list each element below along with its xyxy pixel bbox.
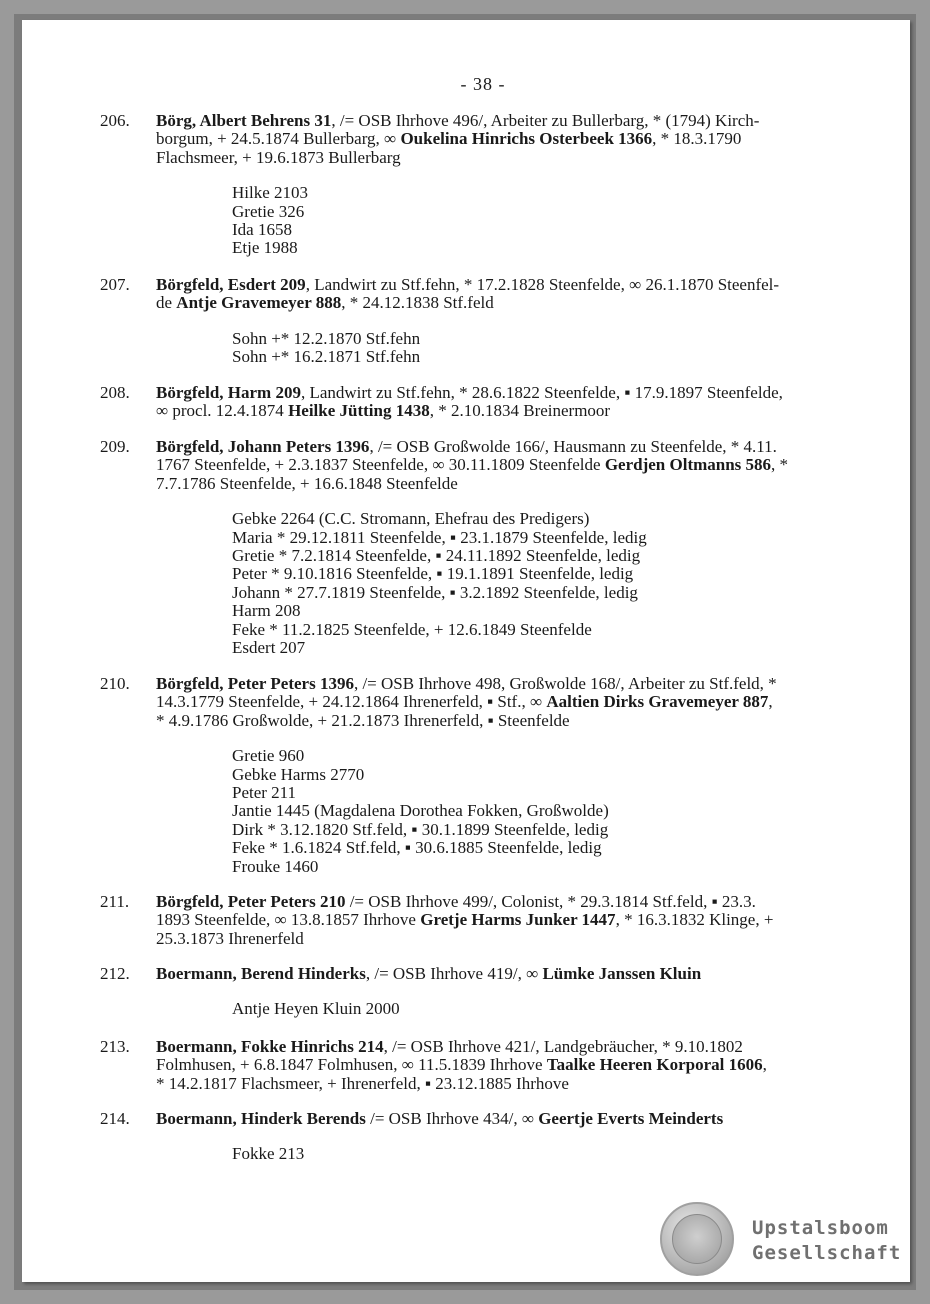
child: Gretie 326 [232, 201, 305, 221]
entry-208 [100, 384, 870, 421]
logo-line-2: Gesellschaft [752, 1242, 902, 1264]
child: Harm 208 [232, 601, 301, 621]
entry-number: 214. [100, 1109, 130, 1128]
child: Gebke Harms 2770 [232, 764, 365, 784]
entry-206 [100, 112, 870, 258]
entry-213 [100, 1038, 870, 1093]
spouse-name: Gerdjen Oltmanns 586 [604, 455, 772, 475]
entry-text: /= OSB Ihrhove 499/, Colonist, * 29.3.1814 Stf.feld, ▪ 23.3. [345, 892, 756, 911]
child: Fokke 213 [232, 1144, 305, 1164]
spouse-name: Lümke Janssen Kluin [542, 964, 702, 983]
child: Peter 211 [232, 783, 297, 803]
entry-text: de [156, 293, 177, 313]
page-number: - 38 - [460, 74, 506, 94]
entry-text: , /= OSB Ihrhove 498, Großwolde 168/, Arbeiter zu Stf.feld, * [353, 674, 777, 693]
child: Frouke 1460 [232, 856, 319, 876]
entry-214 [100, 1110, 870, 1164]
entry-text: 1767 Steenfelde, + 2.3.1837 Steenfelde, ∞ 30.11.1809 Steenfelde [156, 455, 605, 475]
entry-211 [100, 893, 870, 948]
entry-text: , [762, 1055, 767, 1075]
children-list [232, 510, 870, 657]
entry-number: 212. [100, 964, 130, 983]
spouse-name: Gretje Harms Junker 1447 [420, 910, 616, 930]
person-name: Boermann, Berend Hinderks [156, 964, 366, 983]
person-name: Boermann, Hinderk Berends [156, 1109, 366, 1128]
spouse-name: Heilke Jütting 1438 [288, 401, 430, 421]
entry-text: /= OSB Ihrhove 434/, ∞ [365, 1109, 539, 1128]
person-name: Börgfeld, Johann Peters 1396 [156, 437, 370, 456]
child: Sohn +* 16.2.1871 Stf.fehn [232, 347, 421, 367]
entry-text: Folmhusen, + 6.8.1847 Folmhusen, ∞ 11.5.1839 Ihrhove [156, 1055, 547, 1075]
child: Esdert 207 [232, 638, 306, 658]
entry-number: 213. [100, 1037, 130, 1056]
entry-text: borgum, + 24.5.1874 Bullerbarg, ∞ [156, 129, 401, 149]
society-seal-icon [660, 1202, 734, 1276]
spouse-name: Taalke Heeren Korporal 1606 [546, 1055, 763, 1075]
children-list [232, 747, 870, 876]
spouse-name: Oukelina Hinrichs Osterbeek 1366 [400, 129, 653, 149]
entry-text: , /= OSB Ihrhove 419/, ∞ [365, 964, 543, 983]
entry-text: 1893 Steenfelde, ∞ 13.8.1857 Ihrhove [156, 910, 421, 930]
entry-text: * 14.2.1817 Flachsmeer, + Ihrenerfeld, ▪ 23.12.1885 Ihrhove [156, 1073, 569, 1093]
child: Jantie 1445 (Magdalena Dorothea Fokken, Großwolde) [232, 801, 609, 821]
child: Gebke 2264 (C.C. Stromann, Ehefrau des Predigers) [232, 509, 590, 529]
person-name: Börgfeld, Peter Peters 210 [156, 892, 346, 911]
person-name: Boermann, Fokke Hinrichs 214 [156, 1037, 384, 1056]
entry-text: , * [771, 455, 789, 475]
children-list [232, 184, 870, 258]
spouse-name: Antje Gravemeyer 888 [176, 293, 342, 313]
entry-number: 211. [100, 892, 130, 911]
entry-207 [100, 276, 870, 367]
entry-number: 207. [100, 275, 130, 294]
entry-text: 14.3.1779 Steenfelde, + 24.12.1864 Ihrenerfeld, ▪ Stf., ∞ [156, 692, 547, 712]
entry-text: , /= OSB Ihrhove 496/, Arbeiter zu Bullerbarg, * (1794) Kirch- [331, 111, 760, 130]
entry-text: 25.3.1873 Ihrenerfeld [156, 928, 304, 948]
child: Peter * 9.10.1816 Steenfelde, ▪ 19.1.1891 Steenfelde, ledig [232, 564, 634, 584]
entry-text: , [768, 692, 773, 712]
entry-text: , * 18.3.1790 [652, 129, 742, 149]
child: Dirk * 3.12.1820 Stf.feld, ▪ 30.1.1899 Steenfelde, ledig [232, 819, 609, 839]
child: Antje Heyen Kluin 2000 [232, 999, 400, 1019]
society-logo [752, 1216, 901, 1266]
child: Sohn +* 12.2.1870 Stf.fehn [232, 328, 421, 348]
person-name: Börgfeld, Esdert 209 [156, 275, 306, 294]
person-name: Börgfeld, Harm 209 [156, 383, 301, 402]
entry-number: 209. [100, 437, 130, 456]
entry-number: 208. [100, 383, 130, 402]
entry-text: Flachsmeer, + 19.6.1873 Bullerbarg [156, 147, 401, 167]
entry-text: 7.7.1786 Steenfelde, + 16.6.1848 Steenfelde [156, 473, 458, 493]
entry-text: , /= OSB Ihrhove 421/, Landgebräucher, * 9.10.1802 [383, 1037, 743, 1056]
entry-number: 210. [100, 674, 130, 693]
child: Hilke 2103 [232, 183, 309, 203]
child: Etje 1988 [232, 238, 298, 258]
children-list [232, 330, 870, 367]
entry-text: , /= OSB Großwolde 166/, Hausmann zu Steenfelde, * 4.11. [369, 437, 777, 456]
child: Gretie 960 [232, 746, 305, 766]
entry-text: ∞ procl. 12.4.1874 [156, 401, 289, 421]
child: Johann * 27.7.1819 Steenfelde, ▪ 3.2.1892 Steenfelde, ledig [232, 582, 638, 602]
child: Maria * 29.12.1811 Steenfelde, ▪ 23.1.1879 Steenfelde, ledig [232, 527, 647, 547]
entry-text: , * 16.3.1832 Klinge, + [615, 910, 774, 930]
child: Feke * 11.2.1825 Steenfelde, + 12.6.1849 Steenfelde [232, 619, 592, 639]
children-list [232, 1145, 870, 1163]
child: Feke * 1.6.1824 Stf.feld, ▪ 30.6.1885 Steenfelde, ledig [232, 838, 602, 858]
entry-210 [100, 675, 870, 876]
entry-number: 206. [100, 111, 130, 130]
logo-line-1: Upstalsboom [752, 1217, 889, 1239]
person-name: Börgfeld, Peter Peters 1396 [156, 674, 354, 693]
entry-text: , * 24.12.1838 Stf.feld [341, 293, 494, 313]
spouse-name: Aaltien Dirks Gravemeyer 887 [546, 692, 769, 712]
entry-text: , Landwirt zu Stf.fehn, * 28.6.1822 Steenfelde, ▪ 17.9.1897 Steenfelde, [300, 383, 783, 402]
children-list [232, 1000, 870, 1018]
entry-212 [100, 965, 870, 1019]
entry-text: * 4.9.1786 Großwolde, + 21.2.1873 Ihrenerfeld, ▪ Steenfelde [156, 710, 570, 730]
entry-209 [100, 438, 870, 657]
entry-text: , Landwirt zu Stf.fehn, * 17.2.1828 Steenfelde, ∞ 26.1.1870 Steenfel- [305, 275, 780, 294]
spouse-name: Geertje Everts Meinderts [538, 1109, 724, 1128]
person-name: Börg, Albert Behrens 31 [156, 111, 332, 130]
child: Ida 1658 [232, 220, 292, 240]
entry-text: , * 2.10.1834 Breinermoor [429, 401, 611, 421]
child: Gretie * 7.2.1814 Steenfelde, ▪ 24.11.1892 Steenfelde, ledig [232, 546, 641, 566]
